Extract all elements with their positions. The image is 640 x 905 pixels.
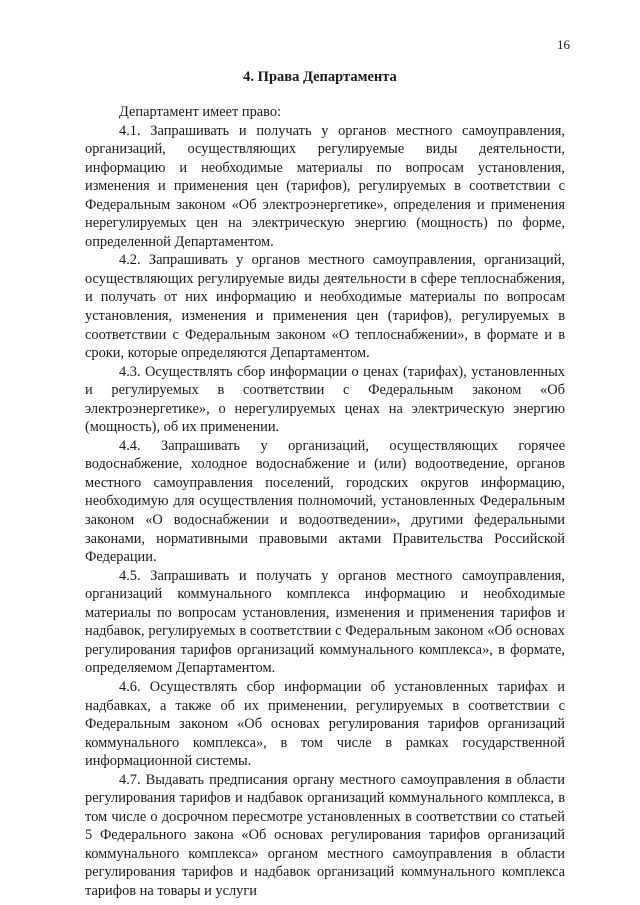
- paragraph-4-7: 4.7. Выдавать предписания органу местного самоуправления в области регулирования тарифов и надбавок организаций коммунального комплекса, в том числе о досрочном пересмотре установленных в соответствии со статьей 5 Федерального закона «Об основах регулирования тарифов организаций коммунального комплекса» органом местного самоуправления в области регулирования тарифов и надбавок организаций коммунального комплекса тарифов на товары и услуги: [85, 771, 565, 899]
- paragraph-4-1: 4.1. Запрашивать и получать у органов местного самоуправления, организаций, осуществляющих регулируемые виды деятельности, информацию и необходимые материалы по вопросам установления, изменения и применения цен (тарифов), регулируемых в соответствии с Федеральным законом «Об электроэнергетике», определения и применения нерегулируемых цен на электрическую энергию (мощность) по форме, определенной Департаментом.: [85, 122, 565, 250]
- paragraph-4-2: 4.2. Запрашивать у органов местного самоуправления, организаций, осуществляющих регулируемые виды деятельности в сфере теплоснабжения, и получать от них информацию и необходимые материалы по вопросам установления, изменения и применения цен (тарифов), регулируемых в соответствии с Федеральным законом «О теплоснабжении», в формате и в сроки, которые определяются Департаментом.: [85, 252, 565, 362]
- page-number: 16: [557, 37, 570, 52]
- paragraph-4-6: 4.6. Осуществлять сбор информации об установленных тарифах и надбавках, а также об их применении, регулируемых в соответствии с Федеральным законом «Об основах регулирования тарифов организаций коммунального комплекса», в том числе в рамках государственной информационной системы.: [85, 678, 565, 770]
- section-title: 4. Права Департамента: [243, 69, 397, 85]
- paragraph-4-3: 4.3. Осуществлять сбор информации о ценах (тарифах), установленных и регулируемых в соответствии с Федеральным законом «Об электроэнергетике», о нерегулируемых ценах на электрическую энергию (мощность), об их применении.: [85, 363, 565, 436]
- paragraph-4-4: 4.4. Запрашивать у организаций, осуществляющих горячее водоснабжение, холодное водоснабжение и (или) водоотведение, органов местного самоуправления поселений, городских округов информацию, необходимую для осуществления полномочий, установленных Федеральным законом «О водоснабжении и водоотведении», другими федеральными законами, нормативными правовыми актами Правительства Российской Федерации.: [85, 437, 565, 566]
- paragraph-4-5: 4.5. Запрашивать и получать у органов местного самоуправления, организаций коммунального комплекса информацию и необходимые материалы по вопросам установления, изменения и применения тарифов и надбавок, регулируемых в соответствии с Федеральным законом «Об основах регулирования тарифов организаций коммунального комплекса», в формате, определяемом Департаментом.: [85, 567, 565, 677]
- intro-paragraph: Департамент имеет право:: [119, 104, 282, 120]
- section-body: [85, 103, 565, 901]
